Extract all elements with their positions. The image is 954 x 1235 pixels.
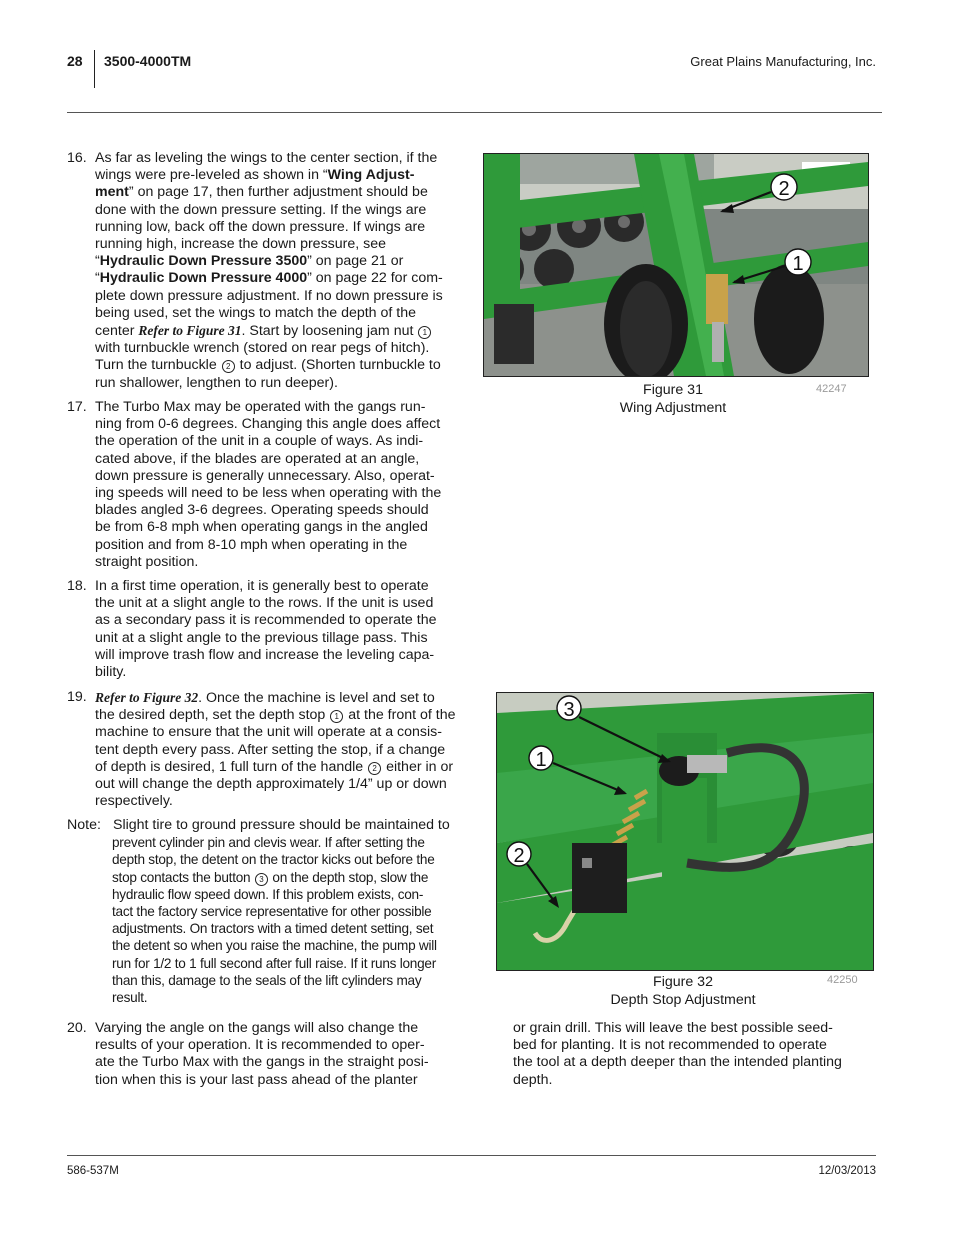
step-20: 20. Varying the angle on the gangs will also change the results of your operation. It is recommended to oper- ate the Turbo Max with the gangs in the straight posi- tion when this is your last pass ahead of the planter [67,1020,429,1088]
link-hydraulic-3500[interactable]: Hydraulic Down Pressure 3500 [99,253,308,270]
figure-31-callout-1: 1 [792,253,804,275]
ref-figure-32[interactable]: Refer to Figure 32 [95,690,199,705]
footer-date: 12/03/2013 [818,1165,876,1177]
link-wing-adjustment-cont[interactable]: ment [95,184,129,201]
link-hydraulic-4000[interactable]: Hydraulic Down Pressure 4000 [99,270,308,287]
model-title: 3500-4000TM [104,53,192,69]
header-divider [94,50,95,88]
figure-31-photo [483,153,869,377]
company-name: Great Plains Manufacturing, Inc. [690,54,876,69]
note-label: Note: [67,817,101,833]
figure-32-photo [496,692,874,971]
figure-32-callout-2: 2 [513,845,525,867]
callout-3-icon: 3 [255,873,268,886]
link-wing-adjustment[interactable]: Wing Adjust- [327,167,415,184]
figure-31-id: 42247 [816,383,847,395]
step-16: 16. As far as leveling the wings to the center section, if the wings were pre-leveled as shown in “Wing Adjust- ment” on page 17, then further adjustment should be done with the down pressure setting. If the wings are running low, back off the down pressure. If wings are running high, increase the down pressure, see “Hydraulic Down Pressure 3500” on page 21 or “Hydraulic Down Pressure 4000” on page 22 for com- plete down pressure adjustment. If no down pressure is being used, set the wings to match the depth of the center Refer to Figure 31. Start by loosening jam nut 1 with turnbuckle wrench (stored on rear pegs of hitch). Turn the turnbuckle 2 to adjust. (Shorten turnbuckle to run shallower, lengthen to run deeper). [67,150,443,391]
figure-32-callout-3: 3 [563,699,575,721]
step-20-continued: or grain drill. This will leave the best possible seed- bed for planting. It is not recommended to operate the tool at a depth deeper than the intended planting depth. [513,1020,842,1088]
step-17: 17. The Turbo Max may be operated with the gangs run- ning from 0-6 degrees. Changing this angle does affect the operation of the unit in a couple of ways. As indi- cated above, if the blades are operated at an angle, down pressure is generally unnecessary. Also, operat- ing speeds will need to be less when operating with the blades angled 3-6 degrees. Operating speeds should be from 6-8 mph when operating gangs in the angled position and from 8-10 mph when operating in the straight position. [67,399,442,570]
step-19: 19. Refer to Figure 32. Once the machine is level and set to the desired depth, set the depth stop 1 at the front of the machine to ensure that the unit will operate at a consis- tent depth every pass. After setting the stop, if a change of depth is desired, 1 full turn of the handle 2 either in or out will change the depth approximately 1/4” up or down respectively. [67,689,456,810]
step-18: 18. In a first time operation, it is generally best to operate the unit at a slight angle to the rows. If the unit is used as a secondary pass it is recommended to operate the unit at a slight angle to the previous tillage pass. This will improve trash flow and increase the leveling capa- bility. [67,578,437,681]
figure-31-callout-2: 2 [778,178,790,200]
figure-32-id: 42250 [827,974,858,986]
note-block: Note: Slight tire to ground pressure should be maintained to prevent cylinder pin and clevis wear. If after setting the depth stop, the detent on the tractor kicks out before the stop contacts the button 3 on the depth stop, slow the hydraulic flow speed down. If this problem exists, con- tact the factory service representative for other possible adjustments. On tractors with a timed detent setting, set the detent so when you raise the machine, the pump will run for 1/2 to 1 full second after full raise. If it runs longer than this, damage to the seals of the lift cylinders may result. [67,817,450,1006]
callout-2-icon: 2 [222,360,235,373]
callout-2-icon: 2 [368,762,381,775]
figure-32-caption: Figure 32 Depth Stop Adjustment [610,974,756,1008]
callout-1-icon: 1 [330,710,343,723]
callout-1-icon: 1 [418,326,431,339]
header-rule [67,112,882,113]
footer-doc-id: 586-537M [67,1165,119,1177]
figure-32-callout-1: 1 [535,749,547,771]
footer-rule [67,1155,876,1156]
ref-figure-31[interactable]: Refer to Figure 31 [138,323,242,339]
figure-31-caption: Figure 31 Wing Adjustment [619,382,727,416]
page-number: 28 [67,53,83,69]
